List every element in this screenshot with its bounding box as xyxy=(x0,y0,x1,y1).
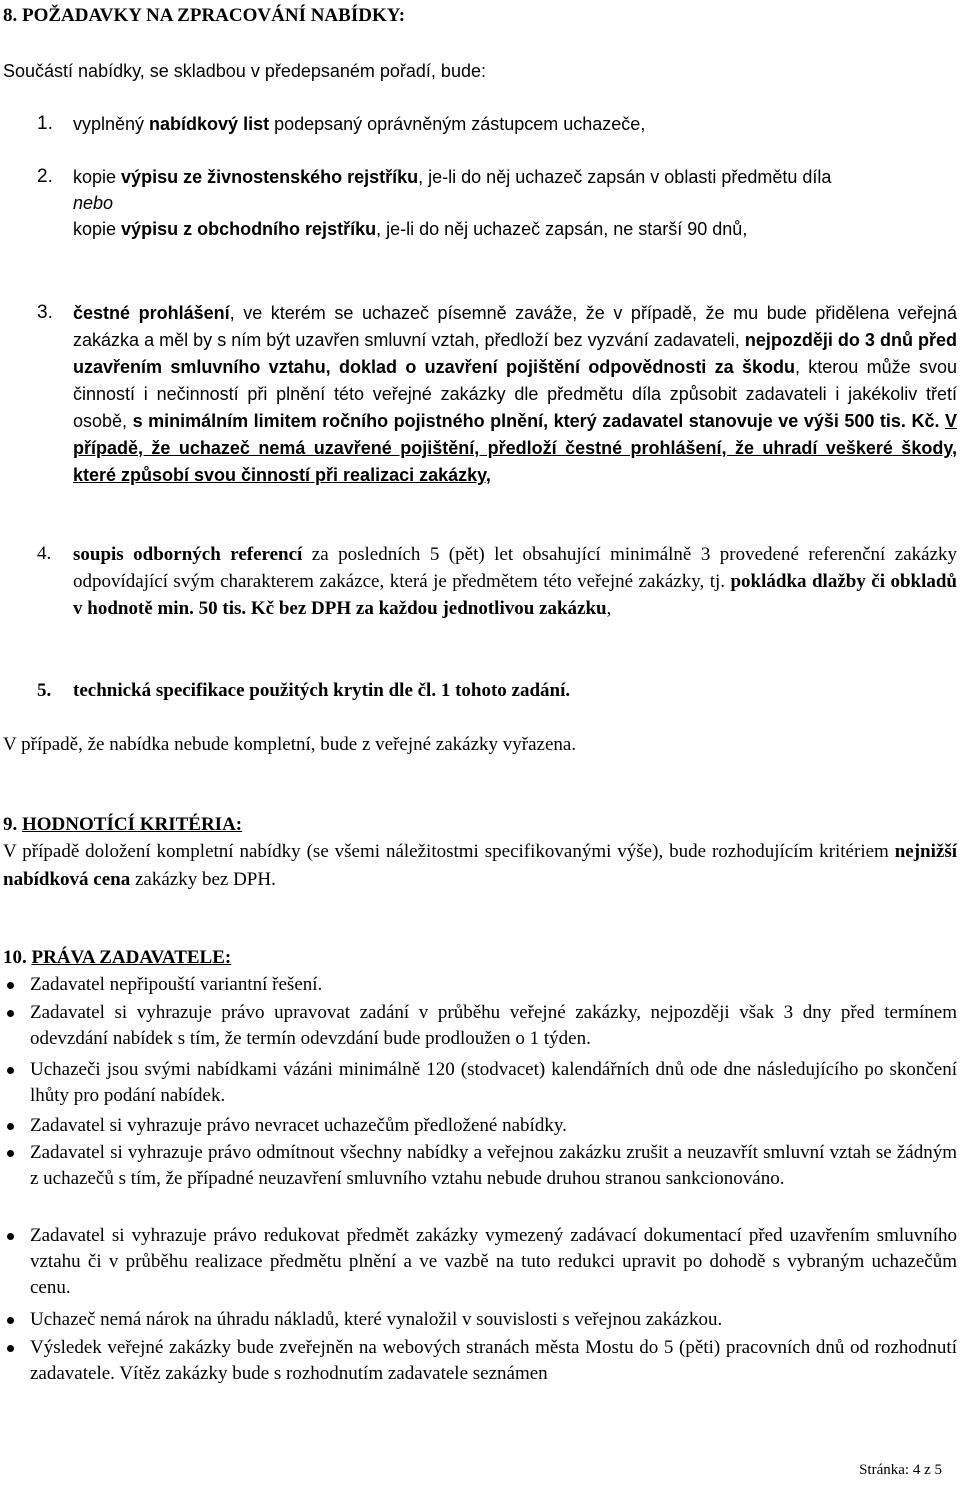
list-number: 5. xyxy=(37,680,52,701)
text: , je-li do něj uchazeč zapsán v oblasti předmětu díla xyxy=(418,167,832,187)
text: , xyxy=(606,598,612,619)
page-number: Stránka: 4 z 5 xyxy=(859,1462,942,1478)
text-bold: čestné prohlášení xyxy=(73,303,230,323)
heading-number: 9. xyxy=(3,814,22,835)
text: , je-li do něj uchazeč zapsán, ne starší 90 dnů, xyxy=(376,219,748,239)
list-number: 2. xyxy=(37,166,53,187)
list-number: 1. xyxy=(37,113,53,134)
heading-text: PRÁVA ZADAVATELE: xyxy=(31,947,232,968)
text: vyplněný xyxy=(73,114,150,134)
bullet-item: Zadavatel nepřipouští variantní řešení. xyxy=(30,974,323,995)
text-bold: výpisu z obchodního rejstříku xyxy=(121,219,377,239)
bullet-icon xyxy=(7,1010,14,1017)
section-10-heading xyxy=(3,945,231,971)
list-item-3 xyxy=(73,300,957,489)
list-item-2 xyxy=(73,164,958,242)
section-9-heading xyxy=(3,812,242,838)
bullet-item: Zadavatel si vyhrazuje právo redukovat předmět zakázky vymezený zadávací dokumentací před uzavřením smluvního vztahu či v průběhu realizace předmětu plnění a ve vazbě na tuto redukci upravit po dohodě s vybraným uchazečům cenu. xyxy=(30,1225,957,1298)
bullet-icon xyxy=(7,1317,14,1324)
text: , ve kterém se uchazeč písemně zaváže, že v případě, že mu bude přidělena veřejná zakázka a měl by s ním být uzavřen smluvní vztah, předloží bez vyzvání zadavateli, xyxy=(73,303,957,350)
bullet-icon xyxy=(7,1067,14,1074)
list-number: 4. xyxy=(37,543,52,564)
bullet-item: Zadavatel si vyhrazuje právo odmítnout všechny nabídky a veřejnou zakázku zrušit a neuzavřít smluvní vztah se žádným z uchazečů s tím, že případné neuzavření smluvního vztahu nebude druhou stranou sankcionováno. xyxy=(30,1142,957,1189)
text: zakázky bez DPH. xyxy=(130,869,276,890)
section-8-closing: V případě, že nabídka nebude kompletní, bude z veřejné zakázky vyřazena. xyxy=(3,734,577,755)
section-8-heading: 8. POŽADAVKY NA ZPRACOVÁNÍ NABÍDKY: xyxy=(3,5,406,26)
bullet-item: Zadavatel si vyhrazuje právo nevracet uchazečům předložené nabídky. xyxy=(30,1115,567,1136)
bullet-icon xyxy=(7,1345,14,1352)
section-9-body xyxy=(3,838,957,894)
text-bold: soupis odborných referencí xyxy=(73,544,303,565)
heading-text: HODNOTÍCÍ KRITÉRIA: xyxy=(22,814,243,835)
text-bold: výpisu ze živnostenského rejstříku xyxy=(121,167,419,187)
list-item-1 xyxy=(73,111,958,137)
bullet-icon xyxy=(7,1150,14,1157)
bullet-icon xyxy=(7,1123,14,1130)
list-number: 3. xyxy=(37,302,53,323)
text: podepsaný oprávněným zástupcem uchazeče, xyxy=(269,114,646,134)
text-bold: nabídkový list xyxy=(149,114,270,134)
text-bold: nejpozději do 3 dnů před uzavřením smluvního vztahu, doklad o uzavření pojištění odpovědnosti za škodu xyxy=(73,330,957,377)
text: kopie xyxy=(73,167,122,187)
bullet-icon xyxy=(7,1233,14,1240)
text-bold: pokládka dlažby či obkladů v hodnotě min. 50 tis. Kč bez DPH za každou jednotlivou zakázku xyxy=(73,571,957,619)
text: kopie xyxy=(73,219,122,239)
section-8-intro: Součástí nabídky, se skladbou v předepsaném pořadí, bude: xyxy=(3,61,486,81)
list-item-5: technická specifikace použitých krytin dle čl. 1 tohoto zadání. xyxy=(73,680,571,701)
heading-number: 10. xyxy=(3,947,32,968)
text-italic: nebo xyxy=(73,193,114,213)
bullet-item: Uchazeči jsou svými nabídkami vázáni minimálně 120 (stodvacet) kalendářních dnů ode dne následujícího po skončení lhůty pro podání nabídek. xyxy=(30,1059,957,1106)
bullet-icon xyxy=(7,982,14,989)
text-bold-underlined: V případě, že uchazeč nemá uzavřené pojištění, předloží čestné prohlášení, že uhradí veškeré škody, které způsobí svou činností při realizaci zakázky, xyxy=(73,411,957,485)
text: za posledních 5 (pět) let obsahující minimálně 3 provedené referenční zakázky odpovídající svým charakterem zakázce, která je předmětem této veřejné zakázky, tj. xyxy=(73,544,958,592)
text-bold: s minimálním limitem ročního pojistného plnění, který zadavatel stanovuje ve výši 500 tis. Kč. xyxy=(132,411,940,431)
text: , kterou může svou činností i nečinností při plnění této veřejné zakázky dle předmětu díla způsobit zadavateli i jakékoliv třetí osobě, xyxy=(73,357,957,431)
bullet-item: Zadavatel si vyhrazuje právo upravovat zadání v průběhu veřejné zakázky, nejpozději však 3 dny před termínem odevzdání nabídek s tím, že termín odevzdání bude prodloužen o 1 týden. xyxy=(30,1002,957,1049)
bullet-item: Uchazeč nemá nárok na úhradu nákladů, které vynaložil v souvislosti s veřejnou zakázkou. xyxy=(30,1309,723,1330)
list-item-4 xyxy=(73,541,957,622)
text: V případě doložení kompletní nabídky (se všemi náležitostmi specifikovanými výše), bude rozhodujícím kritériem xyxy=(3,841,895,862)
text-bold: nejnižší nabídková cena xyxy=(3,841,957,890)
bullet-item: Výsledek veřejné zakázky bude zveřejněn na webových stranách města Mostu do 5 (pěti) pracovních dnů od rozhodnutí zadavatele. Vítěz zakázky bude s rozhodnutím zadavatele seznámen xyxy=(30,1337,957,1384)
